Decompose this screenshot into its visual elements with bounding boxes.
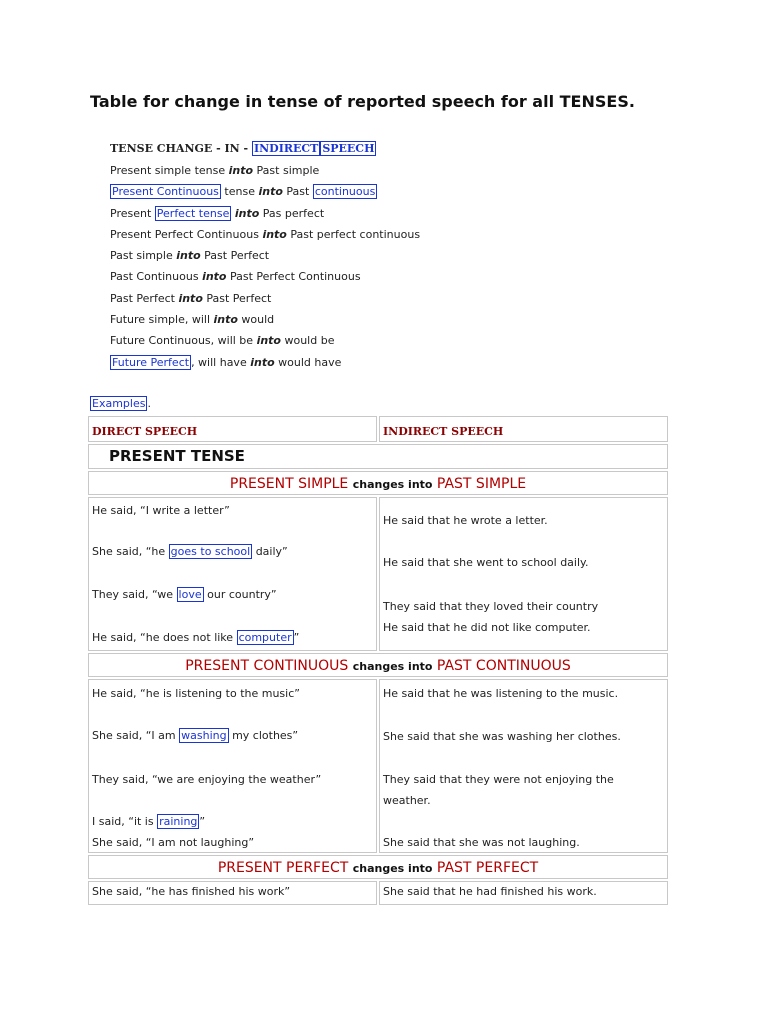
examples-link[interactable]: Examples (92, 397, 146, 410)
indirect-cell: He said that he was listening to the music. She said that she was washing her clothes. They said that they were not enjoying the weather. She said that she was not laughing. (379, 679, 668, 853)
indirect-cell: She said that he had finished his work. (379, 881, 668, 905)
direct-cell: He said, “I write a letter” She said, “he goes to school daily” They said, “we love our country” He said, “he does not like computer ” (88, 497, 377, 651)
tense-change-list (110, 139, 420, 373)
tense-line-6: Past Continuous into Past Perfect Continuous (110, 270, 361, 284)
speech-link[interactable]: SPEECH (322, 142, 375, 155)
goes-to-school-link[interactable]: goes to school (170, 545, 251, 558)
indirect-cell: He said that he wrote a letter. He said that she went to school daily. They said that they loved their country He said that he did not like computer. (379, 497, 668, 651)
direct-cell: He said, “he is listening to the music” She said, “I am washing my clothes” They said, “we are enjoying the weather” I said, “it is raining ” She said, “I am not laughing” (88, 679, 377, 853)
tense-line-3: Present Perfect tense into Pas perfect (110, 206, 325, 220)
love-link[interactable]: love (178, 588, 202, 601)
examples-line: Examples . (92, 397, 151, 410)
table-row (88, 497, 668, 651)
future-perfect-link[interactable]: Future Perfect (112, 355, 190, 369)
computer-link[interactable]: computer (238, 631, 292, 644)
tense-change-heading (110, 139, 420, 160)
tense-line-9: Future Continuous, will be into would be (110, 334, 335, 348)
tense-line-7: Past Perfect into Past Perfect (110, 291, 272, 305)
rule-present-perfect: PRESENT PERFECT changes into PAST PERFECT (88, 855, 668, 879)
present-continuous-link[interactable]: Present Continuous (112, 185, 219, 199)
direct-cell: She said, “he has finished his work” (88, 881, 377, 905)
perfect-tense-link[interactable]: Perfect tense (156, 206, 230, 220)
indirect-speech-header: INDIRECT SPEECH (379, 416, 668, 442)
table-header-row (88, 416, 668, 442)
rule-present-simple: PRESENT SIMPLE changes into PAST SIMPLE (88, 471, 668, 495)
tense-change-heading-label: TENSE CHANGE - IN - (110, 142, 249, 155)
tense-line-2: Present Continuous tense into Past continuous (112, 185, 376, 199)
tense-line-5: Past simple into Past Perfect (110, 249, 270, 263)
table-row (88, 881, 668, 905)
continuous-link[interactable]: continuous (314, 185, 376, 199)
tense-line-8: Future simple, will into would (110, 313, 275, 327)
examples-table (88, 416, 668, 907)
rule-present-continuous: PRESENT CONTINUOUS changes into PAST CONTINUOUS (88, 653, 668, 677)
present-tense-heading: PRESENT TENSE (88, 444, 668, 469)
page-title: Table for change in tense of reported speech for all TENSES. (90, 92, 635, 111)
tense-line-10: Future Perfect , will have into would have (112, 355, 342, 369)
washing-link[interactable]: washing (181, 729, 227, 742)
tense-line-4: Present Perfect Continuous into Past perfect continuous (110, 227, 421, 241)
table-row (88, 679, 668, 853)
indirect-link[interactable]: INDIRECT (253, 142, 319, 155)
tense-line-1: Present simple tense into Past simple (110, 164, 320, 177)
raining-link[interactable]: raining (159, 815, 198, 828)
direct-speech-header: DIRECT SPEECH (88, 416, 377, 442)
